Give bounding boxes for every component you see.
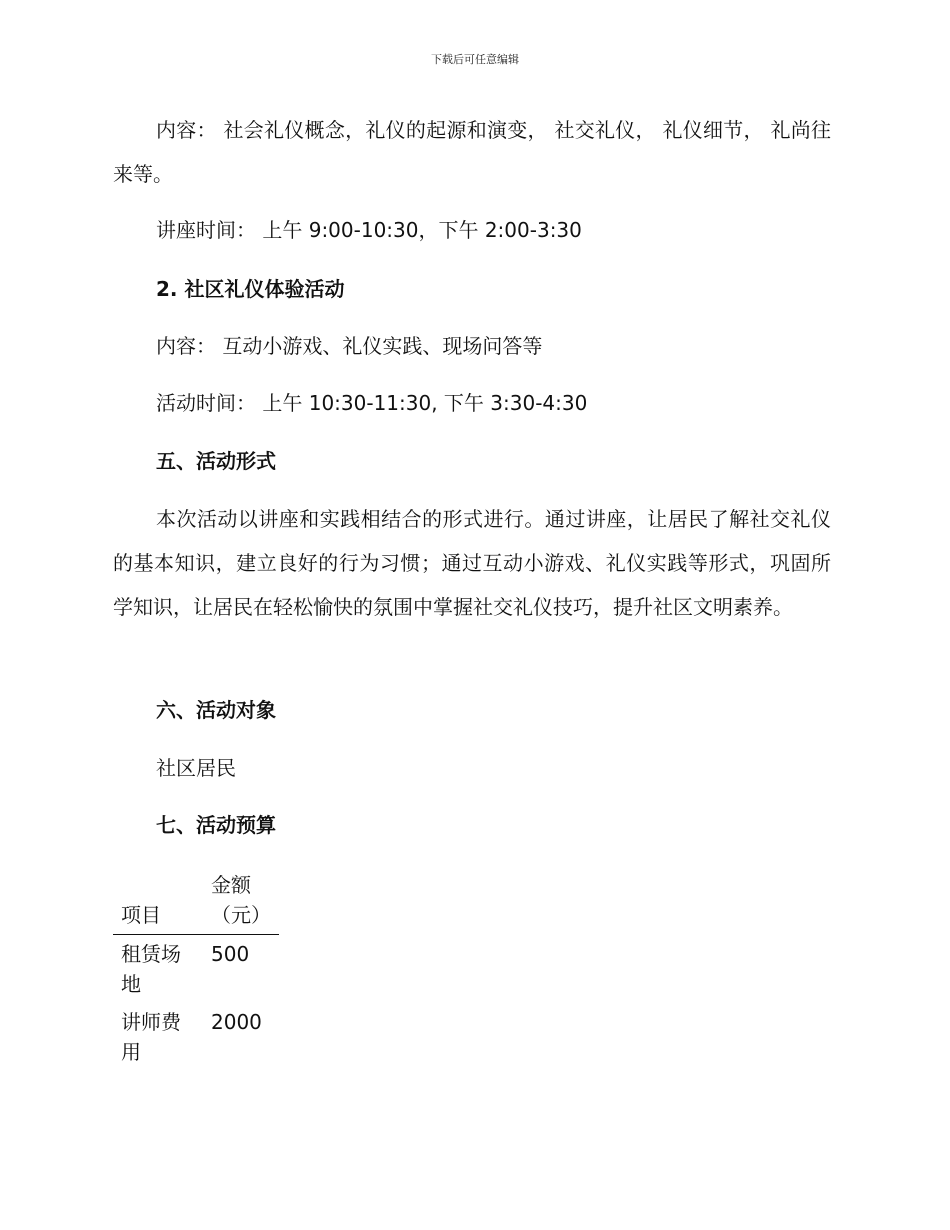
budget-row-item: 租赁场地 bbox=[121, 942, 181, 996]
lecture-content-paragraph: 内容： 社会礼仪概念，礼仪的起源和演变， 社交礼仪， 礼仪细节， 礼尚往来等。 bbox=[113, 118, 831, 186]
section-6-heading: 六、活动对象 bbox=[156, 698, 276, 722]
section-5-heading: 五、活动形式 bbox=[156, 449, 276, 473]
lecture-time-paragraph: 讲座时间： 上午 9:00-10:30，下午 2:00-3:30 bbox=[156, 218, 582, 242]
table-row bbox=[113, 935, 279, 1004]
activity-content-paragraph: 内容： 互动小游戏、礼仪实践、现场问答等 bbox=[156, 334, 543, 358]
activity-time-paragraph: 活动时间： 上午 10:30-11:30, 下午 3:30-4:30 bbox=[156, 391, 588, 415]
section-5-body: 本次活动以讲座和实践相结合的形式进行。通过讲座，让居民了解社交礼仪的基本知识，建立良好的行为习惯；通过互动小游戏、礼仪实践等形式，巩固所学知识，让居民在轻松愉快的氛围中掌握社交礼仪技巧，提升社区文明素养。 bbox=[113, 507, 831, 619]
budget-row-item: 讲师费用 bbox=[121, 1010, 181, 1064]
section-2-heading: 2. 社区礼仪体验活动 bbox=[156, 277, 345, 301]
page-header-note: 下载后可任意编辑 bbox=[431, 53, 519, 66]
budget-header-item: 项目 bbox=[121, 903, 161, 927]
budget-row-amount: 500 bbox=[211, 942, 250, 966]
budget-row-amount: 2000 bbox=[211, 1010, 262, 1034]
budget-header-amount: 金额（元） bbox=[211, 873, 271, 927]
section-7-heading: 七、活动预算 bbox=[156, 813, 276, 837]
budget-table bbox=[113, 868, 279, 1071]
budget-table-header-row bbox=[113, 868, 279, 935]
table-row bbox=[113, 1003, 279, 1071]
section-6-body: 社区居民 bbox=[156, 756, 236, 780]
